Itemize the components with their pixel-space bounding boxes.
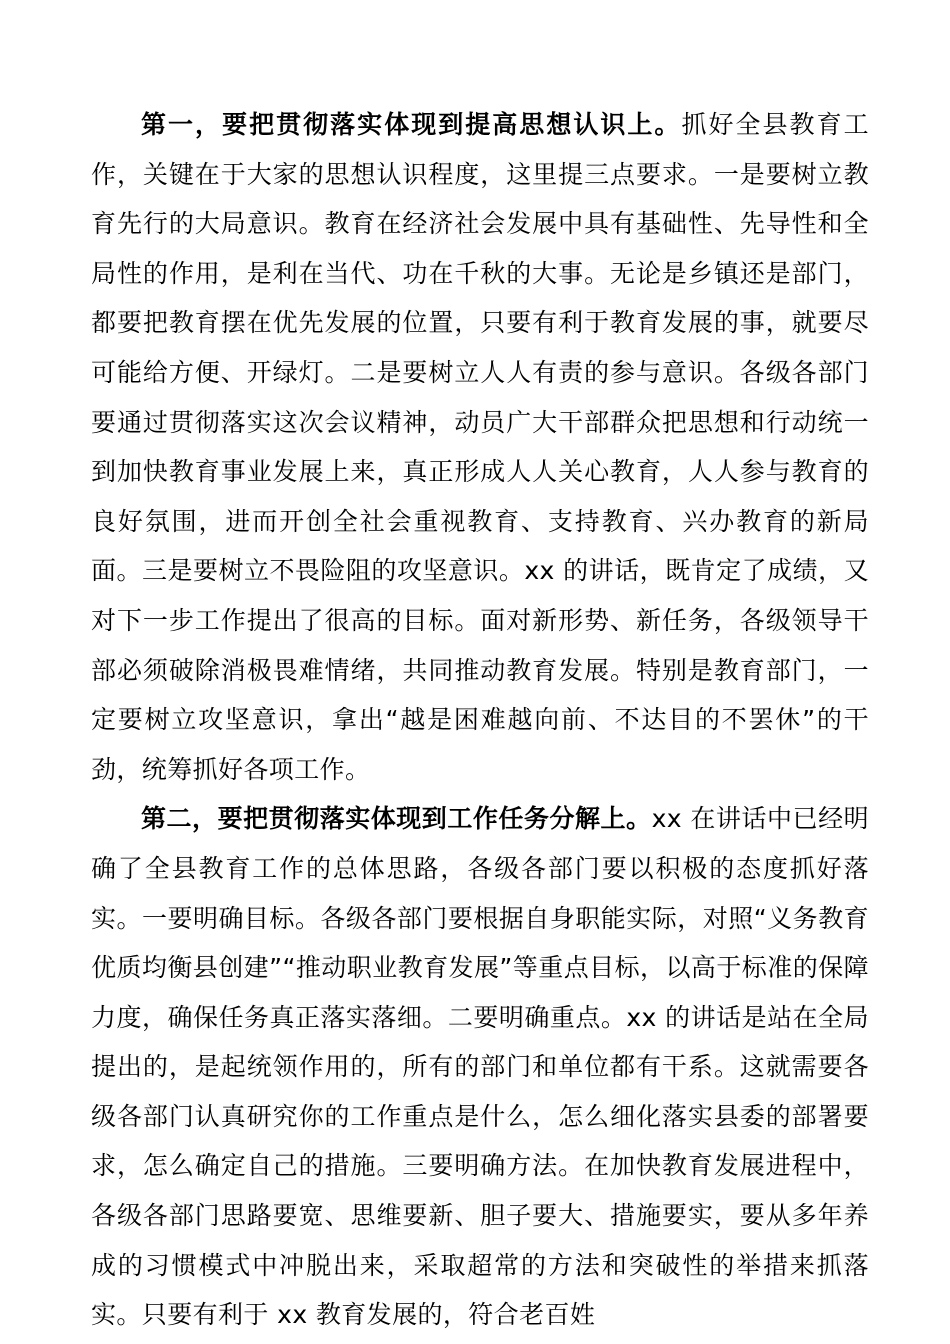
paragraph-first [91,100,869,794]
paragraph-body: 抓好全县教育工作，关键在于大家的思想认识程度，这里提三点要求。一是要树立教育先行的大局意识。教育在经济社会发展中具有基础性、先导性和全局性的作用，是利在当代、功在千秋的大事。无论是乡镇还是部门，都要把教育摆在优先发展的位置，只要有利于教育发展的事，就要尽可能给方便、开绿灯。二是要树立人人有责的参与意识。各级各部门要通过贯彻落实这次会议精神，动员广大干部群众把思想和行动统一到加快教育事业发展上来，真正形成人人关心教育，人人参与教育的良好氛围，进而开创全社会重视教育、支持教育、兴办教育的新局面。三是要树立不畏险阻的攻坚意识。xx 的讲话，既肯定了成绩，又对下一步工作提出了很高的目标。面对新形势、新任务，各级领导干部必须破除消极畏难情绪，共同推动教育发展。特别是教育部门，一定要树立攻坚意识，拿出“越是困难越向前、不达目的不罢休”的干劲，统筹抓好各项工作。 [91,110,869,784]
document-page [91,100,869,1340]
paragraph-lead-heading: 第二，要把贯彻落实体现到工作任务分解上。 [141,804,652,834]
paragraph-second [91,794,869,1340]
paragraph-lead-heading: 第一，要把贯彻落实体现到提高思想认识上。 [141,110,682,139]
paragraph-body: xx 在讲话中已经明确了全县教育工作的总体思路，各级各部门要以积极的态度抓好落实。一要明确目标。各级各部门要根据自身职能实际，对照“义务教育优质均衡县创建”“推动职业教育发展”等重点目标，以高于标准的保障力度，确保任务真正落实落细。二要明确重点。xx 的讲话是站在全局提出的，是起统领作用的，所有的部门和单位都有干系。这就需要各级各部门认真研究你的工作重点是什么，怎么细化落实县委的部署要求，怎么确定自己的措施。三要明确方法。在加快教育发展进程中，各级各部门思路要宽、思维要新、胆子要大、措施要实，要从多年养成的习惯模式中冲脱出来，采取超常的方法和突破性的举措来抓落实。只要有利于 xx 教育发展的，符合老百姓 [91,804,869,1330]
